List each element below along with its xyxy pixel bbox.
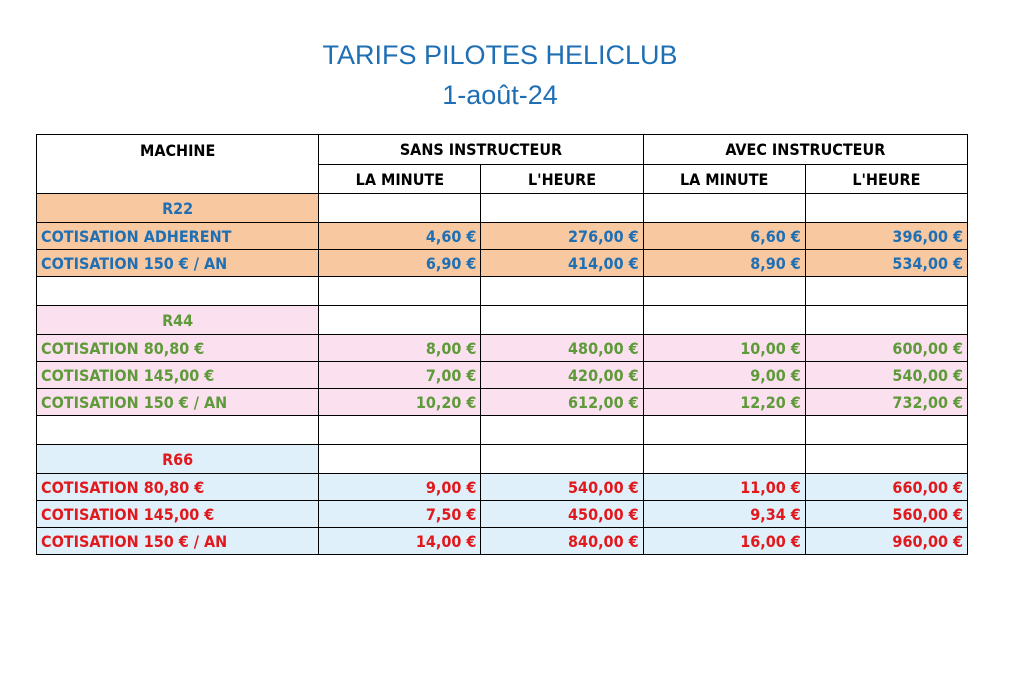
header-avec-heure: L'HEURE xyxy=(805,165,967,194)
price-avec-minute: 6,60 € xyxy=(643,223,805,250)
spacer-row xyxy=(37,416,968,445)
section-r22 xyxy=(37,194,968,223)
row-label: COTISATION 150 € / AN xyxy=(37,250,319,277)
header-row-1 xyxy=(37,135,968,165)
price-sans-heure: 480,00 € xyxy=(481,335,643,362)
price-sans-heure: 450,00 € xyxy=(481,501,643,528)
price-sans-heure: 540,00 € xyxy=(481,474,643,501)
table-row xyxy=(37,362,968,389)
price-avec-heure: 600,00 € xyxy=(805,335,967,362)
table-row xyxy=(37,501,968,528)
row-label: COTISATION 80,80 € xyxy=(37,335,319,362)
price-sans-heure: 420,00 € xyxy=(481,362,643,389)
price-sans-minute: 7,50 € xyxy=(319,501,481,528)
header-sans-heure: L'HEURE xyxy=(481,165,643,194)
row-label: COTISATION 145,00 € xyxy=(37,362,319,389)
header-avec-instructeur: AVEC INSTRUCTEUR xyxy=(643,135,967,165)
price-avec-minute: 9,34 € xyxy=(643,501,805,528)
tarifs-table xyxy=(36,134,968,555)
price-avec-minute: 8,90 € xyxy=(643,250,805,277)
price-avec-minute: 12,20 € xyxy=(643,389,805,416)
price-avec-heure: 396,00 € xyxy=(805,223,967,250)
table-row xyxy=(37,474,968,501)
price-sans-heure: 612,00 € xyxy=(481,389,643,416)
page-title: TARIFS PILOTES HELICLUB xyxy=(322,40,678,70)
machine-name-r44: R44 xyxy=(37,306,319,335)
price-avec-minute: 11,00 € xyxy=(643,474,805,501)
row-label: COTISATION 80,80 € xyxy=(37,474,319,501)
machine-name-r22: R22 xyxy=(37,194,319,223)
section-r44 xyxy=(37,306,968,335)
row-label: COTISATION 150 € / AN xyxy=(37,389,319,416)
price-avec-heure: 732,00 € xyxy=(805,389,967,416)
price-avec-heure: 960,00 € xyxy=(805,528,967,555)
price-sans-minute: 9,00 € xyxy=(319,474,481,501)
price-avec-minute: 9,00 € xyxy=(643,362,805,389)
row-label: COTISATION 145,00 € xyxy=(37,501,319,528)
price-avec-minute: 10,00 € xyxy=(643,335,805,362)
price-sans-heure: 414,00 € xyxy=(481,250,643,277)
section-r66 xyxy=(37,445,968,474)
price-avec-heure: 534,00 € xyxy=(805,250,967,277)
price-sans-minute: 6,90 € xyxy=(319,250,481,277)
machine-name-r66: R66 xyxy=(37,445,319,474)
row-label: COTISATION ADHERENT xyxy=(37,223,319,250)
table-row xyxy=(37,335,968,362)
price-sans-minute: 10,20 € xyxy=(319,389,481,416)
price-sans-minute: 8,00 € xyxy=(319,335,481,362)
price-sans-minute: 14,00 € xyxy=(319,528,481,555)
price-avec-minute: 16,00 € xyxy=(643,528,805,555)
price-sans-heure: 840,00 € xyxy=(481,528,643,555)
table-row xyxy=(37,528,968,555)
price-sans-minute: 7,00 € xyxy=(319,362,481,389)
header-sans-minute: LA MINUTE xyxy=(319,165,481,194)
price-avec-heure: 560,00 € xyxy=(805,501,967,528)
header-machine: MACHINE xyxy=(37,135,319,194)
page-date: 1-août-24 xyxy=(442,80,558,110)
table-row xyxy=(37,250,968,277)
price-avec-heure: 540,00 € xyxy=(805,362,967,389)
table-row xyxy=(37,223,968,250)
header-sans-instructeur: SANS INSTRUCTEUR xyxy=(319,135,643,165)
row-label: COTISATION 150 € / AN xyxy=(37,528,319,555)
price-sans-minute: 4,60 € xyxy=(319,223,481,250)
table-row xyxy=(37,389,968,416)
spacer-row xyxy=(37,277,968,306)
price-avec-heure: 660,00 € xyxy=(805,474,967,501)
header-avec-minute: LA MINUTE xyxy=(643,165,805,194)
price-sans-heure: 276,00 € xyxy=(481,223,643,250)
